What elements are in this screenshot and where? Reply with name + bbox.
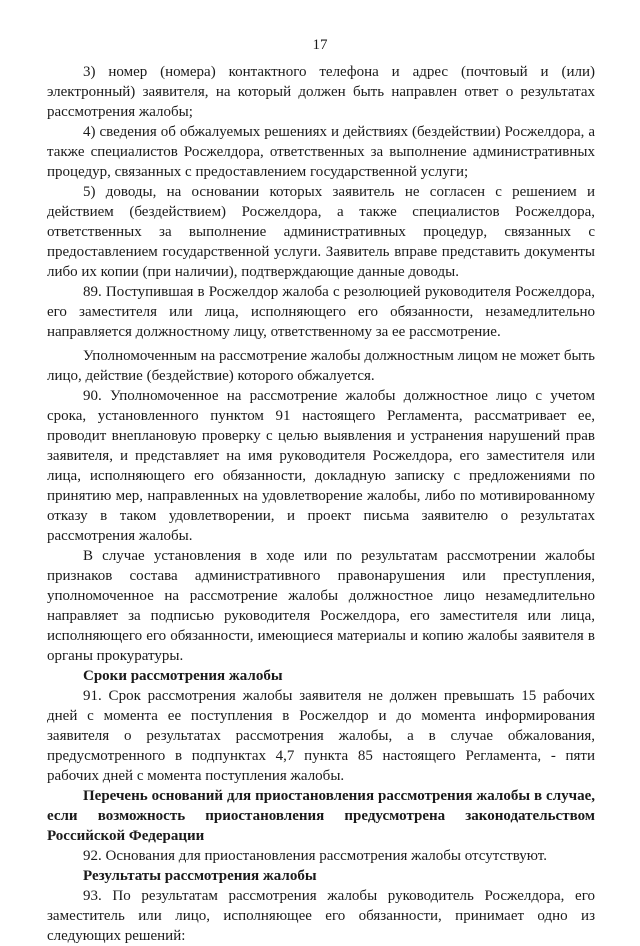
- heading-suspension-grounds: Перечень оснований для приостановления рассмотрения жалобы в случае, если возможность приостановления предусмотрена законодательством Российской Федерации: [47, 788, 595, 844]
- document-body: [47, 62, 595, 946]
- heading-review-terms: Сроки рассмотрения жалобы: [83, 668, 283, 684]
- paragraph-item-5: 5) доводы, на основании которых заявитель не согласен с решением и действием (бездействием) Росжелдора, а также специалистов Росжелдора, ответственных за выполнение административных процедур, связанных с предоставлением государственной услуги. Заявитель вправе представить документы либо их копии (при наличии), подтверждающие данные доводы.: [47, 184, 595, 280]
- page-number: 17: [312, 37, 328, 53]
- paragraph-93: 93. По результатам рассмотрения жалобы руководитель Росжелдора, его заместитель или лицо, исполняющее его обязанности, принимает одно из следующих решений:: [47, 888, 595, 944]
- paragraph-91: 91. Срок рассмотрения жалобы заявителя не должен превышать 15 рабочих дней с момента ее поступления в Росжелдор и до момента информирования заявителя о результатах рассмотрения жалобы, а в случае обжалования, предусмотренного в подпунктах 4,7 пункта 85 настоящего Регламента, - пяти рабочих дней с момента поступления жалобы.: [47, 688, 595, 784]
- paragraph-item-3: 3) номер (номера) контактного телефона и адрес (почтовый и (или) электронный) заявителя, на который должен быть направлен ответ о результатах рассмотрения жалобы;: [47, 64, 595, 120]
- paragraph-89: 89. Поступившая в Росжелдор жалоба с резолюцией руководителя Росжелдора, его заместителя или лица, исполняющего его обязанности, незамедлительно направляется должностному лицу, ответственному за ее рассмотрение.: [47, 284, 595, 340]
- heading-review-results: Результаты рассмотрения жалобы: [83, 868, 317, 884]
- paragraph-item-4: 4) сведения об обжалуемых решениях и действиях (бездействии) Росжелдора, а также специалистов Росжелдора, ответственных за выполнение административных процедур, связанных с предоставлением государственной услуги;: [47, 124, 595, 180]
- paragraph-92: 92. Основания для приостановления рассмотрения жалобы отсутствуют.: [83, 848, 547, 864]
- paragraph-90: 90. Уполномоченное на рассмотрение жалобы должностное лицо с учетом срока, установленного пунктом 91 настоящего Регламента, рассматривает ее, проводит внеплановую проверку с целью выявления и устранения нарушений прав заявителя, и представляет на имя руководителя Росжелдора, его заместителя или лица, исполняющего его обязанности, докладную записку с предложениями по принятию мер, направленных на удовлетворение жалобы, либо по мотивированному отказу в таком удовлетворении, и проект письма заявителю о результатах рассмотрения жалобы.: [47, 388, 595, 544]
- paragraph-violation-case: В случае установления в ходе или по результатам рассмотрении жалобы признаков состава административного правонарушения или преступления, уполномоченное на рассмотрение жалобы должностное лицо незамедлительно направляет за подписью руководителя Росжелдора, его заместителя или лица, исполняющего его обязанности, имеющиеся материалы и копию жалобы заявителя в органы прокуратуры.: [47, 548, 595, 664]
- paragraph-authorized-person: Уполномоченным на рассмотрение жалобы должностным лицом не может быть лицо, действие (бездействие) которого обжалуется.: [47, 348, 595, 384]
